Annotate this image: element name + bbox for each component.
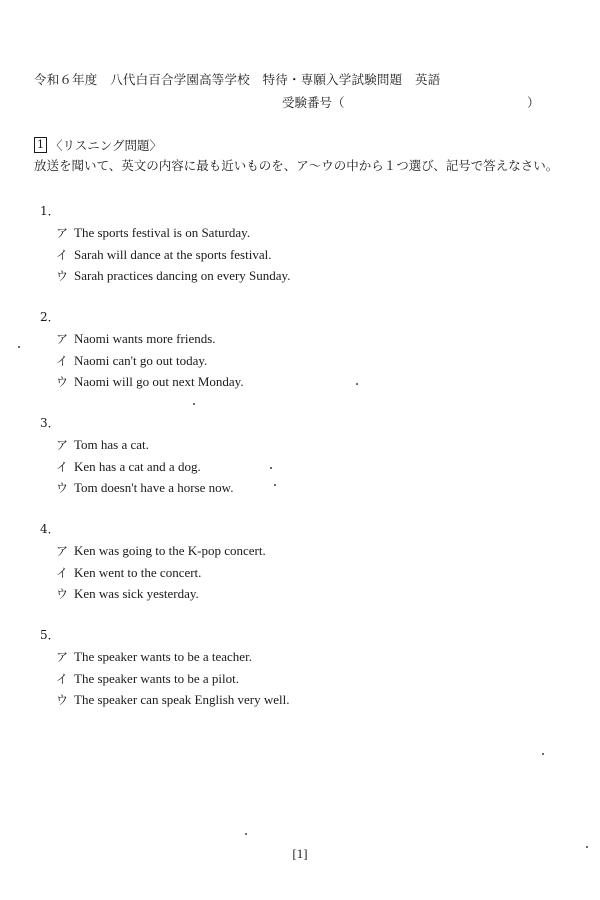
option-text: Tom has a cat. (74, 437, 149, 452)
option-text: Ken has a cat and a dog. (74, 458, 201, 474)
option-text: Naomi will go out next Monday. (74, 374, 244, 389)
answer-option-c (34, 480, 554, 502)
option-label: イ (56, 459, 69, 474)
option-label: イ (56, 671, 69, 686)
question-1 (34, 203, 554, 290)
answer-option-a (34, 331, 554, 353)
exam-number-label: 受験番号（ (282, 95, 345, 110)
answer-option-c (34, 692, 554, 714)
question-number: 3． (40, 416, 60, 430)
section-heading (34, 136, 162, 154)
answer-option-c (34, 268, 554, 290)
option-text: Ken was sick yesterday. (74, 586, 199, 601)
option-text: Ken was going to the K-pop concert. (74, 543, 266, 558)
scan-speck (586, 846, 588, 848)
option-text: The speaker wants to be a pilot. (74, 670, 239, 686)
option-text: Ken went to the concert. (74, 564, 202, 580)
option-label: ウ (56, 269, 69, 283)
option-text: The speaker wants to be a teacher. (74, 649, 252, 664)
exam-number-close-paren: ） (527, 95, 540, 110)
exam-number-field (282, 93, 542, 111)
option-label: ア (56, 438, 69, 452)
section-instructions: 放送を聞いて、英文の内容に最も近いものを、ア〜ウの中から１つ選び、記号で答えなさい。 (34, 158, 559, 173)
option-label: イ (56, 247, 69, 262)
option-label: ア (56, 226, 69, 240)
option-label: イ (56, 353, 69, 368)
answer-option-b (34, 353, 554, 375)
answer-option-b (34, 247, 554, 269)
option-label: ウ (56, 481, 69, 495)
option-label: ウ (56, 693, 69, 707)
question-number: 1． (40, 204, 60, 218)
option-label: ア (56, 650, 69, 664)
option-text: Sarah practices dancing on every Sunday. (74, 268, 291, 283)
question-number: 4． (40, 522, 60, 536)
option-text: Naomi can't go out today. (74, 352, 208, 368)
answer-option-c (34, 586, 554, 608)
answer-option-a (34, 437, 554, 459)
option-label: ア (56, 544, 69, 558)
option-text: The sports festival is on Saturday. (74, 225, 251, 240)
section-number-box: 1 (34, 137, 47, 153)
question-2 (34, 309, 554, 396)
question-5 (34, 627, 554, 714)
question-4 (34, 521, 554, 608)
exam-header-title: 令和６年度 八代白百合学園高等学校 特待・専願入学試験問題 英語 (34, 72, 441, 87)
scan-speck (274, 484, 276, 486)
scan-speck (270, 467, 272, 469)
scan-speck (542, 753, 544, 755)
scan-speck (193, 403, 195, 405)
section-title: 〈リスニング問題〉 (50, 138, 163, 153)
option-text: Naomi wants more friends. (74, 331, 216, 346)
answer-option-b (34, 459, 554, 481)
option-label: ウ (56, 375, 69, 389)
answer-option-b (34, 671, 554, 693)
answer-option-c (34, 374, 554, 396)
answer-option-a (34, 225, 554, 247)
page-number: [1] (292, 846, 308, 861)
answer-option-a (34, 543, 554, 565)
question-number: 5． (40, 628, 60, 642)
option-text: Sarah will dance at the sports festival. (74, 246, 272, 262)
answer-option-a (34, 649, 554, 671)
option-label: イ (56, 565, 69, 580)
question-3 (34, 415, 554, 502)
scan-speck (18, 346, 20, 348)
answer-option-b (34, 565, 554, 587)
option-label: ア (56, 332, 69, 346)
question-number: 2． (40, 310, 60, 324)
scan-speck (245, 833, 247, 835)
option-label: ウ (56, 587, 69, 601)
option-text: The speaker can speak English very well. (74, 692, 290, 707)
option-text: Tom doesn't have a horse now. (74, 480, 234, 495)
scan-speck (356, 383, 358, 385)
